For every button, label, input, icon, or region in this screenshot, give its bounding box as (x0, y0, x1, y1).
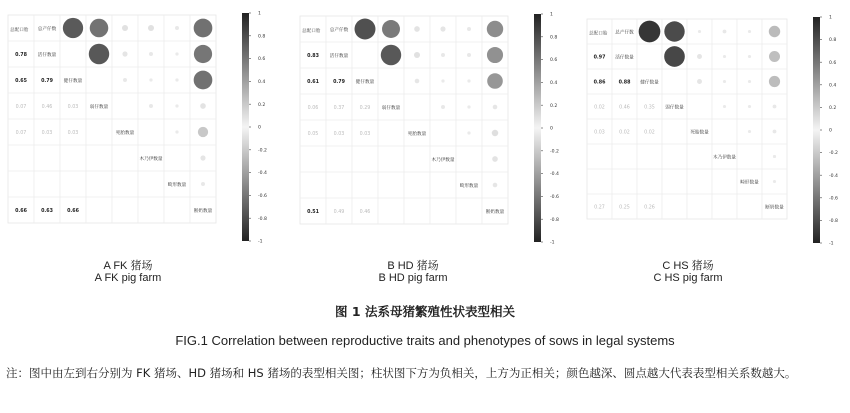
correlation-dot (198, 127, 208, 137)
correlation-value: 0.79 (333, 80, 345, 85)
correlation-dot (175, 78, 178, 81)
diagonal-label: 死胎数量 (690, 130, 709, 136)
correlation-dot (148, 25, 154, 31)
corner-label: 总配口胎 (589, 31, 608, 37)
scale-tick-label: 0.6 (258, 57, 266, 63)
diagonal-label: 总产仔数 (37, 27, 57, 32)
diagonal-label: 总产仔数 (329, 28, 349, 33)
correlation-dot (748, 80, 751, 83)
correlation-dot (441, 79, 444, 82)
scale-tick-label: -0.6 (829, 196, 838, 202)
diagonal-label: 弱仔数量 (381, 106, 401, 111)
correlation-dot (123, 78, 127, 82)
correlation-dot (493, 183, 498, 188)
scale-tick-label: 0.8 (829, 38, 837, 44)
correlation-dot (723, 55, 726, 58)
correlation-dot (723, 105, 726, 108)
correlation-matrix-hs (585, 15, 838, 247)
correlation-dot (90, 19, 109, 38)
correlation-dot (639, 21, 661, 43)
correlation-dot (175, 52, 178, 55)
figure-note: 注：图中由左到右分别为 FK 猪场、HD 猪场和 HS 猪场的表型相关图；柱状图下方为负相关，上方为正相关；颜色越深、圆点越大代表表型相关系数越大。 (6, 366, 797, 380)
correlation-value: 0.97 (593, 55, 606, 61)
scale-tick-label: 0.2 (550, 103, 558, 109)
correlation-value: 0.46 (619, 105, 630, 111)
scale-tick-label: -0.8 (829, 219, 838, 224)
correlation-dot (492, 156, 498, 162)
correlation-plot-hd (298, 14, 558, 246)
correlation-value: 0.79 (41, 79, 53, 84)
correlation-dot (748, 130, 751, 133)
scale-tick-label: -1 (550, 240, 555, 246)
correlation-dot (467, 79, 470, 82)
correlation-dot (492, 130, 499, 137)
diagonal-label: 死胎数量 (407, 132, 427, 137)
correlation-dot (467, 53, 471, 57)
caption-fk-en: A FK pig farm (94, 272, 162, 284)
scale-tick-label: -0.4 (258, 171, 267, 177)
correlation-dot (697, 54, 702, 59)
caption-hs-zh: C HS 猪场 (662, 260, 714, 272)
correlation-value: 0.02 (619, 130, 630, 136)
correlation-value: 0.51 (307, 210, 319, 215)
correlation-value: 0.29 (359, 106, 371, 111)
scale-tick-label: 1 (829, 15, 832, 21)
diagonal-label: 活仔数量 (37, 53, 57, 58)
scale-tick-label: 0.4 (258, 80, 266, 85)
scale-tick-label: -1 (258, 239, 263, 245)
correlation-dot (200, 103, 206, 109)
correlation-value: 0.49 (333, 210, 345, 215)
correlation-value: 0.06 (307, 106, 319, 111)
correlation-value: 0.88 (618, 80, 631, 86)
diagonal-label: 活仔数量 (615, 55, 634, 61)
correlation-dot (487, 47, 503, 63)
correlation-value: 0.25 (619, 205, 630, 211)
diagonal-label: 断奶数量 (765, 205, 784, 211)
correlation-dot (748, 30, 751, 33)
correlation-value: 0.02 (644, 130, 655, 136)
figure-title-zh: 图 1 法系母猪繁殖性状表型相关 (335, 304, 515, 319)
correlation-value: 0.03 (594, 130, 605, 136)
correlation-dot (355, 19, 376, 40)
scale-tick-label: -0.6 (550, 195, 559, 200)
correlation-dot (493, 105, 498, 110)
correlation-dot (149, 104, 153, 108)
correlation-dot (698, 30, 701, 33)
correlation-value: 0.03 (333, 132, 345, 137)
correlation-value: 0.46 (41, 105, 53, 110)
caption-hd-zh: B HD 猪场 (387, 260, 439, 272)
scale-tick-label: 0.4 (829, 83, 837, 89)
scale-tick-label: 1 (550, 12, 553, 18)
scale-tick-label: 0.6 (550, 58, 558, 64)
correlation-dot (769, 76, 780, 87)
scale-tick-label: -0.6 (258, 194, 267, 199)
correlation-dot (773, 105, 777, 109)
correlation-value: 0.07 (15, 105, 27, 110)
color-scale-bar (242, 13, 249, 241)
correlation-value: 0.65 (15, 79, 27, 84)
correlation-dot (122, 51, 127, 56)
correlation-dot (467, 105, 470, 108)
diagonal-label: 畸形数量 (167, 183, 187, 188)
scale-tick-label: -0.2 (550, 149, 559, 155)
diagonal-label: 健仔数量 (640, 80, 659, 86)
diagonal-label: 木乃伊数量 (713, 155, 736, 161)
diagonal-label: 健仔数量 (63, 79, 83, 84)
scale-tick-label: -0.2 (829, 151, 838, 157)
correlation-value: 0.02 (594, 105, 605, 111)
scale-tick-label: 0.8 (550, 35, 558, 41)
scale-tick-label: 0 (550, 126, 553, 132)
diagonal-label: 健仔数量 (355, 80, 375, 85)
correlation-value: 0.03 (67, 105, 79, 110)
figure-title-en: FIG.1 Correlation between reproductive traits and phenotypes of sows in legal systems (175, 333, 675, 348)
correlation-dot (773, 155, 776, 158)
correlation-dot (441, 105, 445, 109)
correlation-dot (441, 53, 445, 57)
diagonal-label: 弱仔数量 (89, 105, 109, 110)
correlation-dot (381, 45, 401, 65)
correlation-dot (697, 79, 702, 84)
correlation-value: 0.03 (67, 131, 79, 136)
diagonal-label: 木乃伊数量 (431, 158, 455, 163)
scale-tick-label: -0.4 (829, 173, 838, 179)
correlation-value: 0.61 (307, 80, 319, 85)
diagonal-label: 断奶数量 (193, 209, 213, 214)
correlation-value: 0.63 (41, 209, 53, 214)
correlation-dot (414, 26, 420, 32)
correlation-plot-fk (6, 13, 266, 245)
correlation-dot (748, 105, 751, 108)
correlation-dot (769, 51, 780, 62)
diagonal-label: 畸形数量 (740, 180, 759, 186)
correlation-value: 0.66 (67, 209, 79, 214)
correlation-dot (414, 52, 420, 58)
correlation-value: 0.05 (307, 132, 319, 137)
caption-hs-en: C HS pig farm (653, 272, 723, 284)
correlation-value: 0.46 (359, 210, 371, 215)
correlation-value: 0.26 (644, 205, 655, 211)
scale-tick-label: -0.2 (258, 148, 267, 154)
correlation-dot (122, 25, 128, 31)
correlation-dot (773, 180, 776, 183)
correlation-value: 0.27 (594, 205, 605, 211)
correlation-value: 0.83 (307, 54, 319, 59)
scale-tick-label: -1 (829, 241, 834, 247)
correlation-dot (149, 52, 153, 56)
diagonal-label: 死胎数量 (115, 131, 135, 136)
diagonal-label: 畸形数量 (459, 184, 479, 189)
correlation-dot (200, 155, 205, 160)
correlation-dot (487, 21, 503, 37)
correlation-dot (194, 19, 213, 38)
scale-tick-label: -0.8 (550, 217, 559, 223)
scale-tick-label: 0.8 (258, 34, 266, 40)
color-scale-bar (534, 14, 541, 242)
corner-label: 总配口胎 (10, 28, 29, 33)
diagonal-label: 弱仔数量 (665, 105, 684, 111)
correlation-plot-hs (585, 15, 838, 247)
correlation-dot (487, 73, 503, 89)
correlation-dot (440, 26, 445, 31)
correlation-value: 0.37 (333, 106, 345, 111)
correlation-dot (89, 44, 109, 64)
correlation-value: 0.66 (15, 209, 27, 214)
correlation-dot (175, 26, 179, 30)
correlation-dot (63, 18, 83, 38)
correlation-dot (194, 71, 213, 90)
caption-fk-zh: A FK 猪场 (103, 260, 153, 272)
caption-hd-en: B HD pig farm (378, 272, 448, 284)
scale-tick-label: 0.4 (550, 81, 558, 86)
correlation-dot (664, 46, 685, 67)
scale-tick-label: 0 (258, 125, 261, 131)
correlation-matrix-hd (298, 14, 558, 246)
correlation-value: 0.03 (359, 132, 371, 137)
corner-label: 总配口胎 (302, 29, 321, 34)
scale-tick-label: 0.6 (829, 60, 837, 66)
correlation-dot (467, 131, 470, 134)
correlation-dot (723, 80, 726, 83)
correlation-value: 0.03 (41, 131, 53, 136)
correlation-dot (748, 55, 751, 58)
scale-tick-label: 0.2 (258, 102, 266, 108)
correlation-dot (415, 79, 420, 84)
correlation-dot (769, 26, 780, 37)
correlation-dot (149, 78, 152, 81)
correlation-dot (175, 104, 178, 107)
correlation-dot (664, 21, 684, 41)
correlation-dot (723, 30, 727, 34)
diagonal-label: 活仔数量 (329, 54, 349, 59)
scale-tick-label: 0 (829, 128, 832, 134)
scale-tick-label: 0.2 (829, 106, 837, 111)
scale-tick-label: -0.4 (550, 172, 559, 178)
correlation-value: 0.78 (15, 53, 27, 58)
correlation-dot (382, 20, 400, 38)
correlation-value: 0.35 (644, 105, 655, 111)
correlation-dot (201, 182, 205, 186)
diagonal-label: 木乃伊数量 (139, 157, 163, 162)
correlation-value: 0.07 (15, 131, 27, 136)
correlation-matrix-fk (6, 13, 266, 245)
scale-tick-label: -0.8 (258, 216, 267, 222)
scale-tick-label: 1 (258, 11, 261, 17)
correlation-dot (467, 27, 471, 31)
correlation-dot (175, 130, 178, 133)
correlation-value: 0.86 (593, 80, 606, 86)
diagonal-label: 总产仔数 (615, 30, 634, 36)
correlation-dot (773, 130, 777, 134)
diagonal-label: 断奶数量 (485, 210, 505, 215)
correlation-dot (194, 45, 212, 63)
color-scale-bar (813, 17, 820, 243)
